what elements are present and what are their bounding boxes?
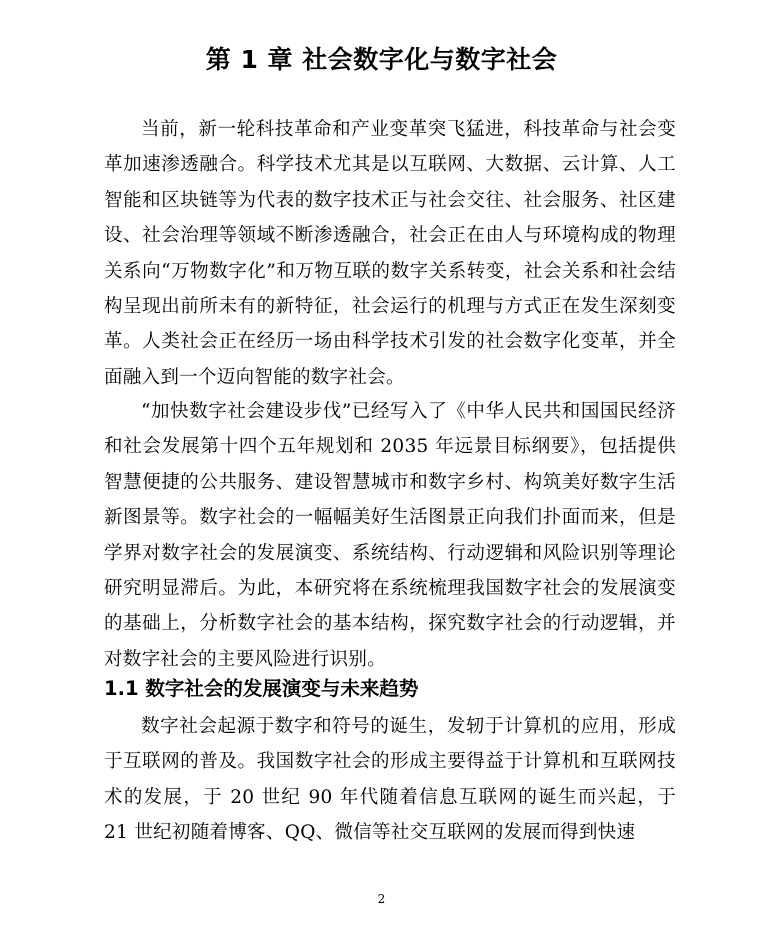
page-number: 2 <box>377 892 386 906</box>
body-paragraph-1: 当前，新一轮科技革命和产业变革突飞猛进，科技革命与社会变革加速渗透融合。科学技术尤其是以互联网、大数据、云计算、人工智能和区块链等为代表的数字技术正与社会交往、社会服务、社区建设、社会治理等领域不断渗透融合，社会正在由人与环境构成的物理关系向“万物数字化”和万物互联的数字关系转变，社会关系和社会结构呈现出前所未有的新特征，社会运行的机理与方式正在发生深刻变革。人类社会正在经历一场由科学技术引发的社会数字化变革，并全面融入到一个迈向智能的数字社会。 <box>104 119 676 388</box>
section-title: 1.1 数字社会的发展演变与未来趋势 <box>104 677 419 700</box>
section-paragraph-1: 数字社会起源于数字和符号的诞生，发轫于计算机的应用，形成于互联网的普及。我国数字社会的形成主要得益于计算机和互联网技术的发展，于 20 世纪 90 年代随着信息互联网的诞生而兴起，于 21 世纪初随着博客、QQ、微信等社交互联网的发展而得到快速 <box>104 716 676 844</box>
body-paragraph-2: “加快数字社会建设步伐”已经写入了《中华人民共和国国民经济和社会发展第十四个五年规划和 2035 年远景目标纲要》，包括提供智慧便捷的公共服务、建设智慧城市和数字乡村、构筑美好数字生活新图景等。数字社会的一幅幅美好生活图景正向我们扑面而来，但是学界对数字社会的发展演变、系统结构、行动逻辑和风险识别等理论研究明显滞后。为此，本研究将在系统梳理我国数字社会的发展演变的基础上，分析数字社会的基本结构，探究数字社会的行动逻辑，并对数字社会的主要风险进行识别。 <box>104 401 676 670</box>
chapter-title: 第 1 章 社会数字化与数字社会 <box>205 45 558 74</box>
